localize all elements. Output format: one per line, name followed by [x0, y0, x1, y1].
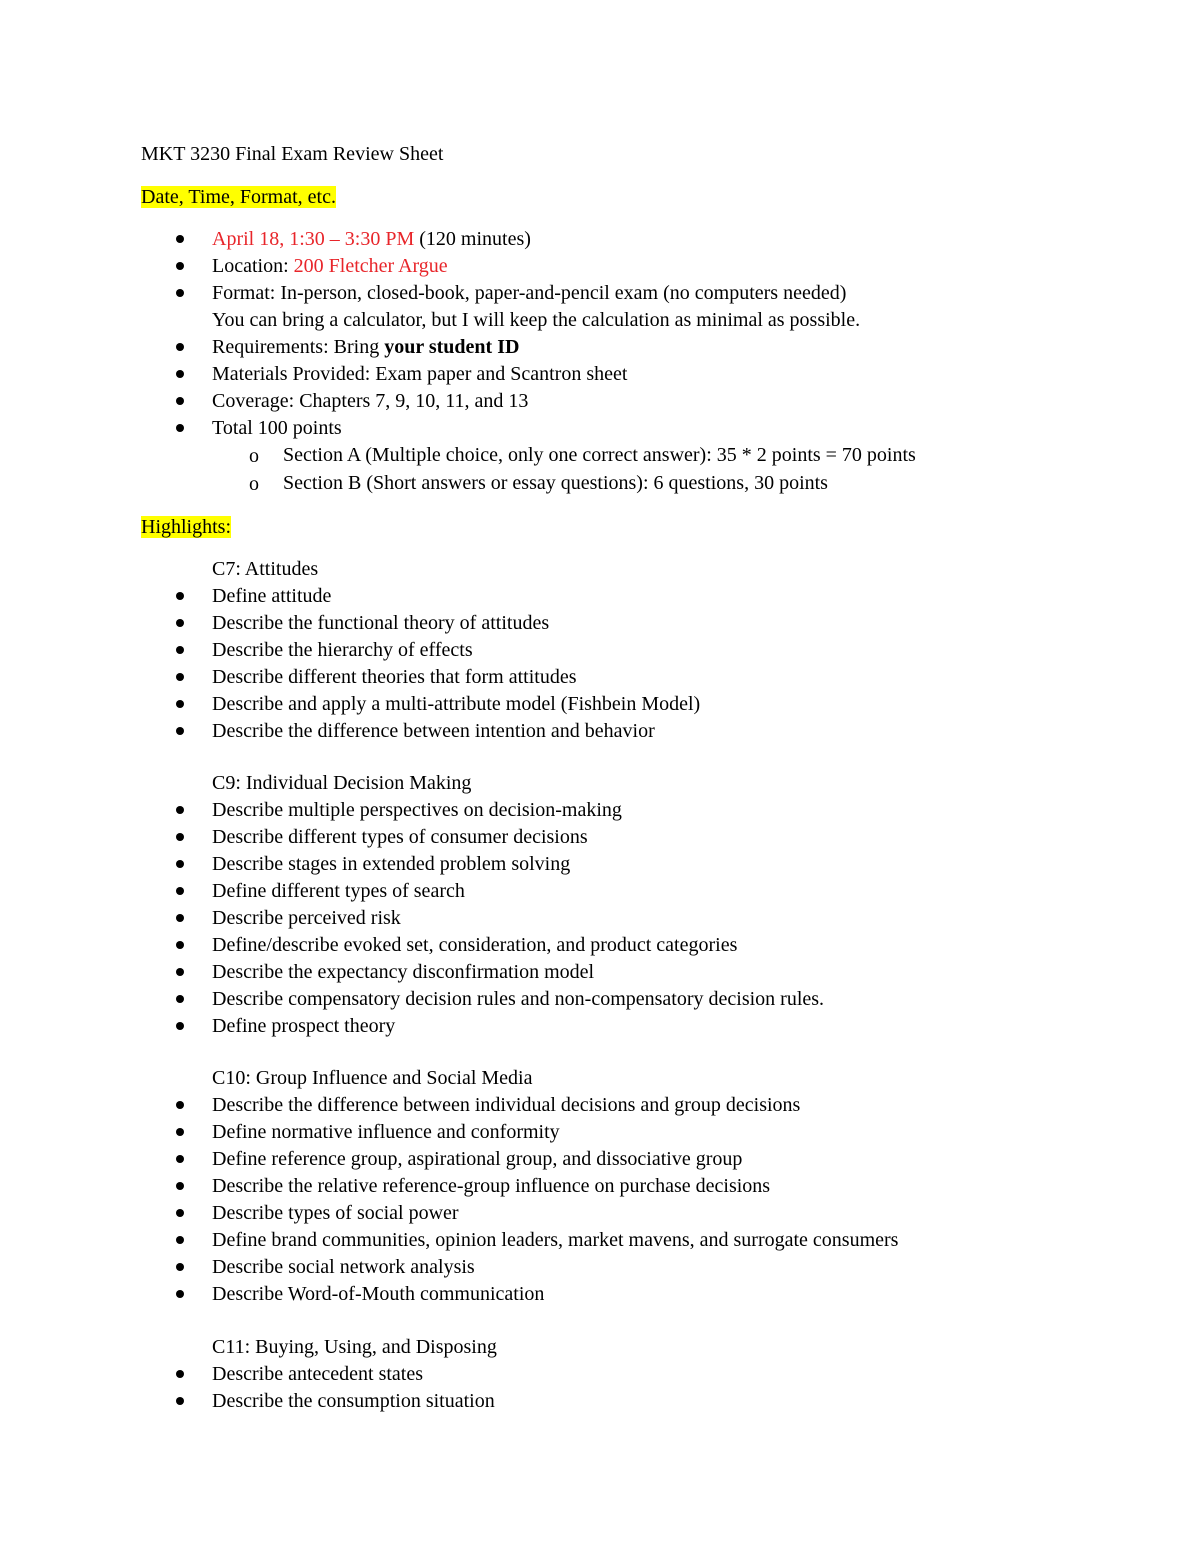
bullet-icon — [176, 289, 184, 297]
sub-bullet-icon: o — [249, 473, 259, 495]
bullet-icon — [176, 646, 184, 654]
list-item: Describe the relative reference-group influence on purchase decisions — [212, 1175, 771, 1197]
bullet-icon — [176, 1155, 184, 1163]
list-item: Describe the difference between individual decisions and group decisions — [212, 1094, 801, 1116]
list-item-section-b: Section B (Short answers or essay questions): 6 questions, 30 points — [283, 472, 828, 494]
bullet-icon — [176, 1370, 184, 1378]
list-item: Describe the expectancy disconfirmation model — [212, 961, 595, 983]
list-item-materials: Materials Provided: Exam paper and Scantron sheet — [212, 363, 628, 385]
chapter-title-c11: C11: Buying, Using, and Disposing — [212, 1336, 497, 1358]
bullet-icon — [176, 592, 184, 600]
list-item: Describe types of social power — [212, 1202, 459, 1224]
bullet-icon — [176, 673, 184, 681]
list-item: Describe multiple perspectives on decision-making — [212, 799, 622, 821]
list-item: Define different types of search — [212, 880, 465, 902]
chapter-title-c7: C7: Attitudes — [212, 558, 319, 580]
list-item: Describe Word-of-Mouth communication — [212, 1283, 545, 1305]
bullet-icon — [176, 941, 184, 949]
list-item: Describe the consumption situation — [212, 1390, 495, 1412]
bullet-icon — [176, 370, 184, 378]
bullet-icon — [176, 995, 184, 1003]
list-item-date — [212, 226, 531, 253]
list-item-format: Format: In-person, closed-book, paper-and-pencil exam (no computers needed) — [212, 282, 847, 304]
list-item: Describe and apply a multi-attribute model (Fishbein Model) — [212, 693, 701, 715]
bullet-icon — [176, 914, 184, 922]
exam-duration: (120 minutes) — [414, 228, 531, 250]
bullet-icon — [176, 700, 184, 708]
exam-date-time: April 18, 1:30 – 3:30 PM — [212, 228, 415, 250]
list-item: Describe the functional theory of attitudes — [212, 612, 550, 634]
bullet-icon — [176, 1290, 184, 1298]
list-item: Define reference group, aspirational group, and dissociative group — [212, 1148, 743, 1170]
list-item-location — [212, 253, 448, 280]
chapter-title-c9: C9: Individual Decision Making — [212, 772, 472, 794]
list-item: Describe social network analysis — [212, 1256, 475, 1278]
bullet-icon — [176, 1182, 184, 1190]
bullet-icon — [176, 397, 184, 405]
section-heading-highlights — [141, 514, 231, 541]
bullet-icon — [176, 1022, 184, 1030]
highlight-logistics: Date, Time, Format, etc. — [141, 186, 336, 208]
bullet-icon — [176, 424, 184, 432]
bullet-icon — [176, 1101, 184, 1109]
bullet-icon — [176, 727, 184, 735]
list-item-coverage: Coverage: Chapters 7, 9, 10, 11, and 13 — [212, 390, 529, 412]
chapter-title-c10: C10: Group Influence and Social Media — [212, 1067, 533, 1089]
list-item: Describe antecedent states — [212, 1363, 424, 1385]
section-heading-logistics — [141, 184, 336, 211]
bullet-icon — [176, 968, 184, 976]
highlight-highlights: Highlights: — [141, 516, 232, 538]
list-item: Describe different theories that form attitudes — [212, 666, 577, 688]
bullet-icon — [176, 806, 184, 814]
requirements-bold: your student ID — [384, 336, 520, 358]
list-item: Define/describe evoked set, consideration, and product categories — [212, 934, 738, 956]
list-item: Describe compensatory decision rules and non-compensatory decision rules. — [212, 988, 825, 1010]
bullet-icon — [176, 833, 184, 841]
list-item-section-a: Section A (Multiple choice, only one correct answer): 35 * 2 points = 70 points — [283, 444, 916, 466]
list-item-total: Total 100 points — [212, 417, 342, 439]
bullet-icon — [176, 262, 184, 270]
list-item-requirements — [212, 334, 519, 361]
requirements-label: Requirements: Bring — [212, 336, 385, 358]
bullet-icon — [176, 235, 184, 243]
bullet-icon — [176, 887, 184, 895]
list-item: Define normative influence and conformity — [212, 1121, 560, 1143]
location-value: 200 Fletcher Argue — [293, 255, 448, 277]
bullet-icon — [176, 860, 184, 868]
bullet-icon — [176, 1263, 184, 1271]
list-item: Define prospect theory — [212, 1015, 396, 1037]
list-item: Define attitude — [212, 585, 332, 607]
list-item: Define brand communities, opinion leaders, market mavens, and surrogate consumers — [212, 1229, 899, 1251]
list-item-format-continued: You can bring a calculator, but I will keep the calculation as minimal as possible. — [212, 309, 861, 331]
bullet-icon — [176, 1397, 184, 1405]
list-item: Describe different types of consumer decisions — [212, 826, 588, 848]
list-item: Describe the hierarchy of effects — [212, 639, 473, 661]
list-item: Describe perceived risk — [212, 907, 401, 929]
bullet-icon — [176, 343, 184, 351]
bullet-icon — [176, 619, 184, 627]
bullet-icon — [176, 1128, 184, 1136]
bullet-icon — [176, 1209, 184, 1217]
location-label: Location: — [212, 255, 294, 277]
list-item: Describe the difference between intention and behavior — [212, 720, 655, 742]
bullet-icon — [176, 1236, 184, 1244]
document-title: MKT 3230 Final Exam Review Sheet — [141, 143, 444, 165]
list-item: Describe stages in extended problem solving — [212, 853, 571, 875]
sub-bullet-icon: o — [249, 445, 259, 467]
